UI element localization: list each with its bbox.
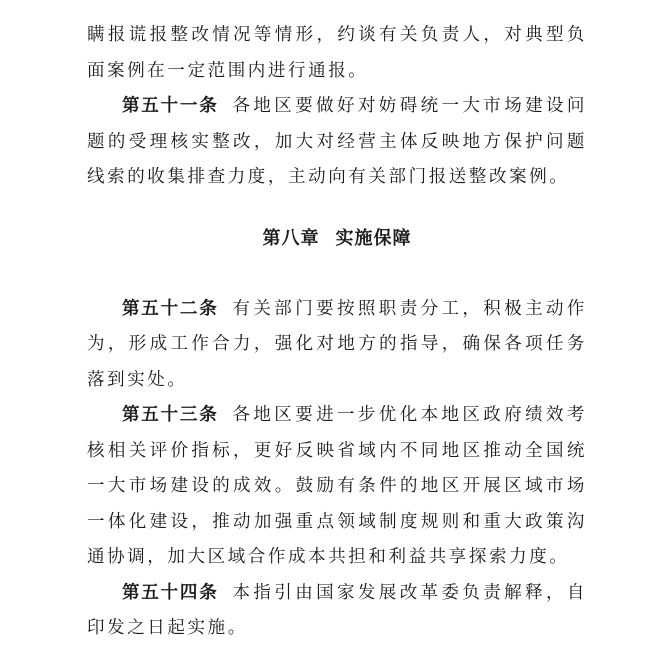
paragraph-continued: [87, 18, 587, 89]
article-51: [87, 89, 587, 196]
article-52: [87, 292, 587, 399]
article-label: 第五十二条: [122, 298, 219, 319]
chapter-number: 第八章: [262, 227, 320, 249]
article-text: 本指引由国家发展改革委负责解释，自印发之日起实施。: [87, 582, 587, 638]
chapter-title: 实施保障: [335, 227, 412, 249]
article-text: 各地区要进一步优化本地区政府绩效考核相关评价指标，更好反映省域内不同地区推动全国统一大市场建设的成效。鼓励有条件的地区开展区域市场一体化建设，推动加强重点领域制度规则和重大政策沟通协调，加大区域合作成本共担和利益共享探索力度。: [87, 405, 587, 567]
article-label: 第五十一条: [122, 96, 219, 116]
article-text: 各地区要做好对妨碍统一大市场建设问题的受理核实整改，加大对经营主体反映地方保护问题线索的收集排查力度，主动向有关部门报送整改案例。: [87, 96, 587, 187]
article-text: 有关部门要按照职责分工，积极主动作为，形成工作合力，强化对地方的指导，确保各项任务落到实处。: [87, 298, 587, 390]
chapter-heading: [87, 221, 587, 256]
article-53: [87, 398, 587, 576]
document-page: [87, 18, 587, 647]
article-label: 第五十三条: [122, 405, 219, 425]
article-label: 第五十四条: [122, 582, 219, 603]
article-54: [87, 576, 587, 647]
paragraph-text: 瞒报谎报整改情况等情形，约谈有关负责人，对典型负面案例在一定范围内进行通报。: [87, 25, 587, 81]
